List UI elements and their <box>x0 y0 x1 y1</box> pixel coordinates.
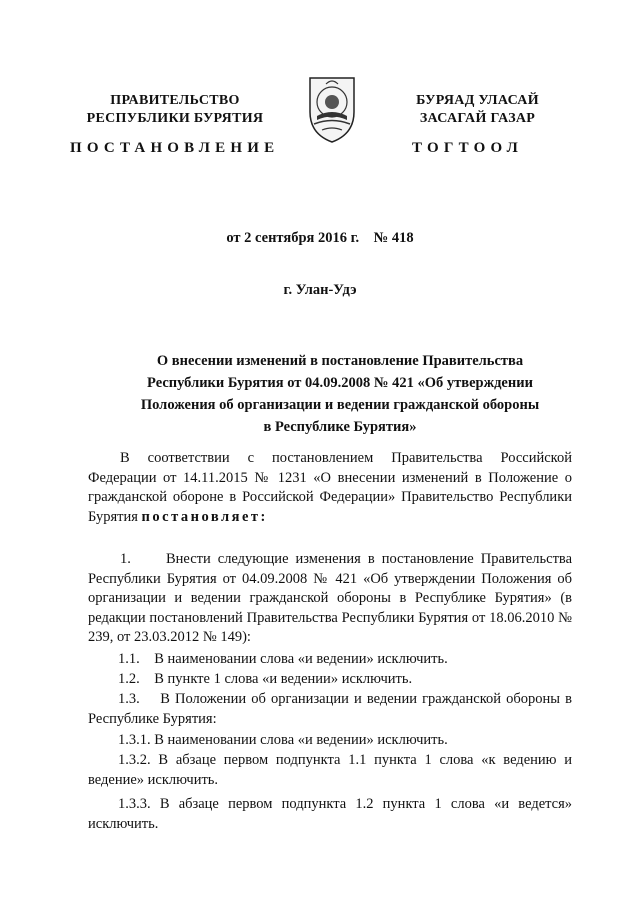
document-subject <box>120 350 560 438</box>
preamble-text: В соответствии с постановлением Правительства Российской Федерации от 14.11.2015 № 1231 «О внесении изменений в Положение о гражданской обороне в Российской Федерации» Правительство Республики Бурятия <box>88 450 572 525</box>
preamble-paragraph <box>88 449 572 527</box>
subject-line: в Республике Бурятия» <box>263 419 417 435</box>
subject-line: Республики Бурятия от 04.09.2008 № 421 «Об утверждении <box>147 375 533 391</box>
header-right-line1: БУРЯАД УЛАСАЙ <box>416 93 539 108</box>
item-1-text: Внести следующие изменения в постановление Правительства Республики Бурятия от 04.09.2008 № 421 «Об утверждении Положения об организации и ведении гражданской обороны в Республике Бурятия» (в редакции постановлений Правительства Республики Бурятия от 18.06.2010 № 239, от 23.03.2012 № 149): <box>88 551 573 645</box>
subitem-number: 1.1. <box>118 651 140 667</box>
item-1-number: 1. <box>120 551 131 567</box>
subitem-text: В абзаце первом подпункта 1.1 пункта 1 слова «к ведению и ведение» исключить. <box>88 752 573 788</box>
subitem-text: В пункте 1 слова «и ведении» исключить. <box>154 671 413 687</box>
subitem-1-3-3 <box>88 795 572 834</box>
subitem-number: 1.3. <box>118 691 140 707</box>
subitem-text: В Положении об организации и ведении гражданской обороны в Республике Бурятия: <box>88 691 573 727</box>
date-number: от 2 сентября 2016 г. № 418 <box>226 230 414 246</box>
subitem-1-3-1 <box>88 731 572 751</box>
header-left-title: ПОСТАНОВЛЕНИЕ <box>70 140 280 156</box>
subitem-1-1 <box>88 650 572 670</box>
subitem-text: В абзаце первом подпункта 1.2 пункта 1 слова «и ведется» исключить. <box>88 796 573 832</box>
subitem-number: 1.3.2. <box>118 752 151 768</box>
header-left <box>60 92 290 128</box>
coat-of-arms-emblem <box>302 72 362 144</box>
header-left-line2: РЕСПУБЛИКИ БУРЯТИЯ <box>86 111 264 126</box>
subitem-1-3-2 <box>88 751 572 790</box>
subject-line: О внесении изменений в постановление Правительства <box>156 353 524 369</box>
subitem-text: В наименовании слова «и ведении» исключить. <box>154 651 448 667</box>
subitem-1-3 <box>88 690 572 729</box>
header-right <box>385 92 570 128</box>
subject-line: Положения об организации и ведении гражданской обороны <box>140 397 540 413</box>
header-right-title: ТОГТООЛ <box>412 140 523 156</box>
decree-word: постановляет: <box>141 508 268 525</box>
city: г. Улан-Удэ <box>283 282 357 298</box>
header-right-line2: ЗАСАГАЙ ГАЗАР <box>419 111 536 126</box>
item-1-paragraph <box>88 550 572 648</box>
subitem-number: 1.3.1. <box>118 732 151 748</box>
subitem-1-2 <box>88 670 572 690</box>
header-left-line1: ПРАВИТЕЛЬСТВО <box>110 93 240 108</box>
subitem-number: 1.2. <box>118 671 140 687</box>
subitem-number: 1.3.3. <box>118 796 151 812</box>
subitem-text: В наименовании слова «и ведении» исключить. <box>154 732 448 748</box>
